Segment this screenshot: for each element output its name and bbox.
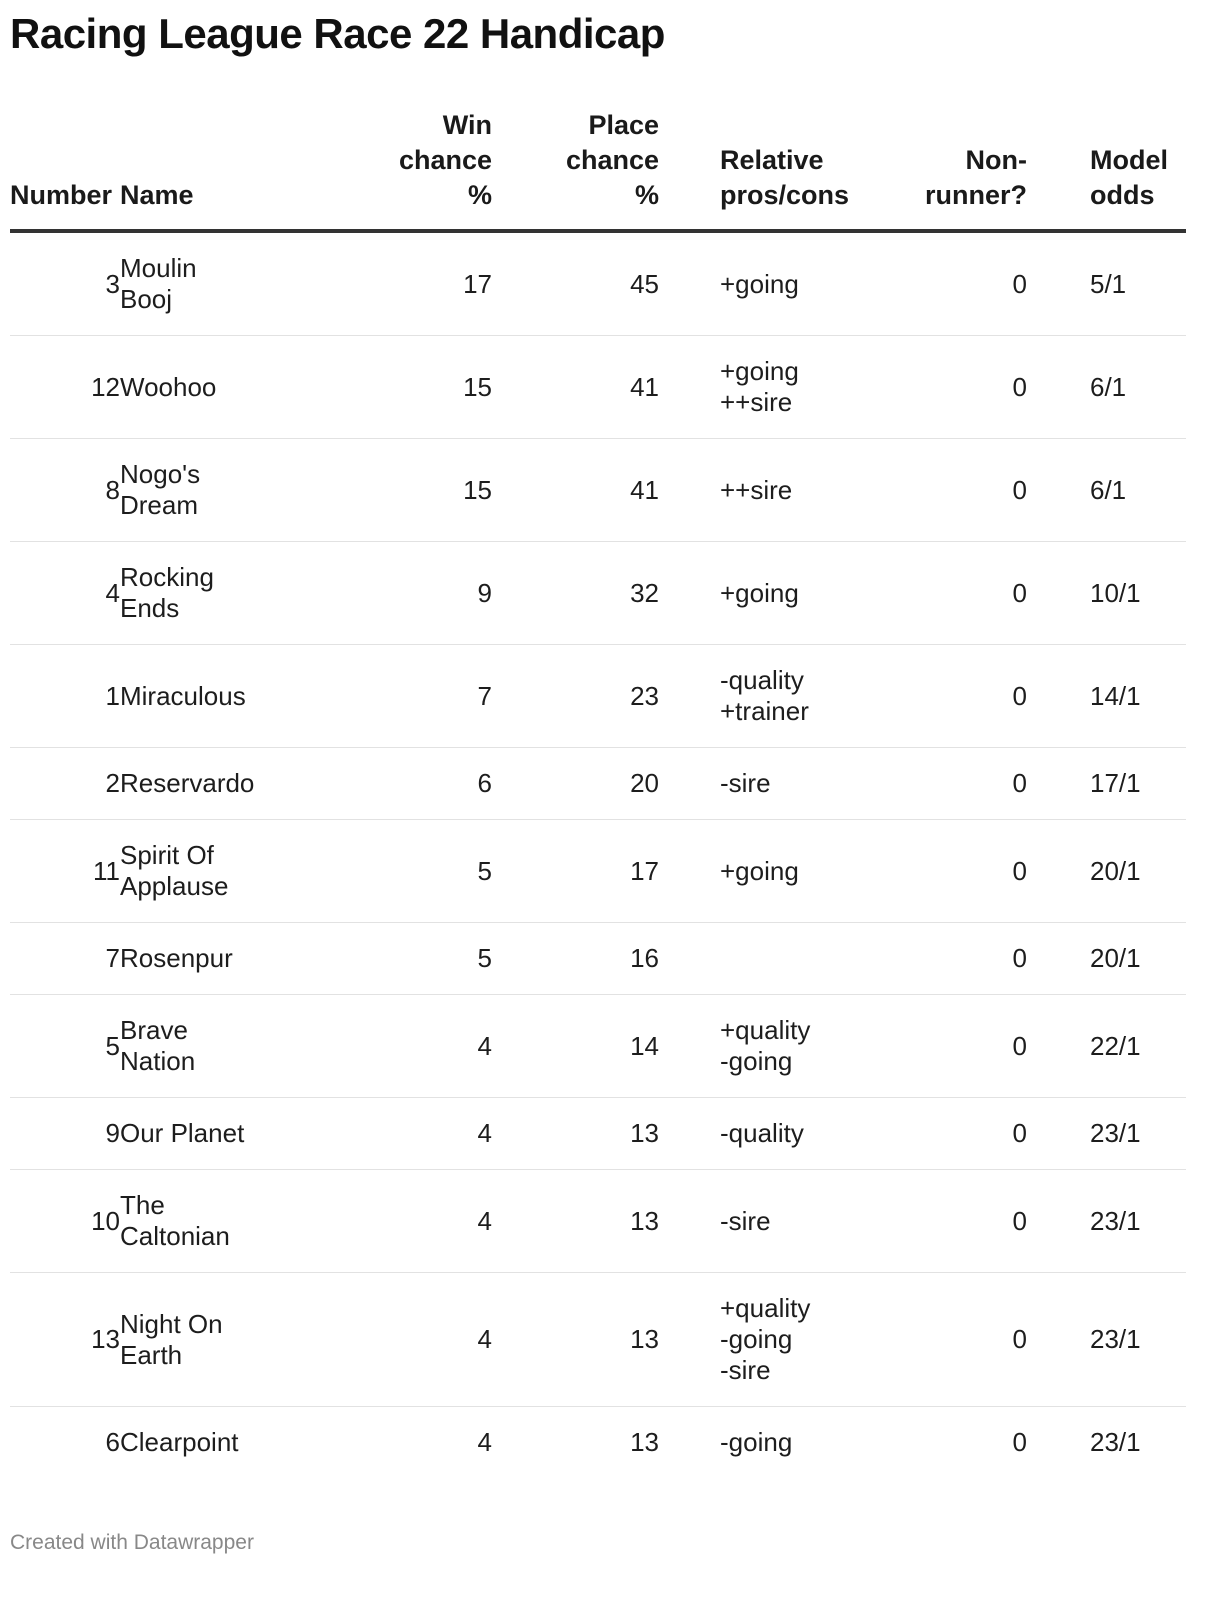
cell-model-odds: 6/1 [1027,439,1186,542]
table-row [10,820,1186,923]
cell-pros-cons: -going [720,1427,793,1457]
cell-number [10,1273,120,1407]
cell-place-chance: 16 [492,923,659,995]
cell-number [10,1407,120,1479]
cell-model-odds: 20/1 [1027,820,1186,923]
cell-model-odds: 17/1 [1027,748,1186,820]
cell-number-value: 12 [91,371,120,402]
cell-number-value: 7 [105,943,120,973]
cell-pros-cons: +quality -going [659,995,860,1098]
cell-pros-cons: ++sire [659,439,860,542]
table-row [10,748,1186,820]
cell-number-value: 11 [93,855,120,886]
cell-name: Our Planet [120,1098,292,1170]
cell-pros-cons: -sire [659,1170,860,1273]
table-row [10,439,1186,542]
cell-non-runner: 0 [860,645,1027,748]
cell-model-odds: 23/1 [1027,1098,1186,1170]
cell-number [10,1170,120,1273]
cell-pros-cons: +going [659,231,860,336]
race-table [10,108,1186,1478]
table-row [10,923,1186,995]
cell-place-chance: 45 [492,231,659,336]
cell-non-runner: 0 [860,1273,1027,1407]
table-row [10,1170,1186,1273]
table-row [10,231,1186,336]
cell-number-value: 10 [91,1205,120,1236]
table-row [10,1098,1186,1170]
table-header [10,108,1186,231]
cell-number-value: 8 [105,474,120,505]
cell-win-chance: 4 [477,1427,492,1457]
cell-name: Rosenpur [120,923,292,995]
cell-place-chance: 13 [492,1098,659,1170]
cell-number [10,439,120,542]
footer-credit: Created with Datawrapper [10,1531,254,1554]
cell-model-odds: 20/1 [1027,923,1186,995]
cell-place-chance: 41 [492,439,659,542]
cell-place-chance: 32 [492,542,659,645]
cell-number-value: 2 [105,768,120,798]
cell-pros-cons: +quality -going -sire [659,1273,860,1407]
cell-pros-cons: +going [659,542,860,645]
table-row [10,542,1186,645]
cell-model-odds: 22/1 [1027,995,1186,1098]
cell-pros-cons: -quality +trainer [659,645,860,748]
cell-non-runner: 0 [860,820,1027,923]
column-header-place-chance[interactable]: Place chance % [492,108,659,231]
cell-number [10,336,120,439]
cell-place-chance: 41 [492,336,659,439]
column-header-number[interactable]: Number [10,108,120,231]
cell-model-odds: 10/1 [1027,542,1186,645]
cell-non-runner: 0 [860,923,1027,995]
cell-name: Miraculous [120,645,292,748]
cell-non-runner: 0 [860,1098,1027,1170]
cell-place-chance: 14 [492,995,659,1098]
cell-name: Night On Earth [120,1273,292,1407]
cell-name: Moulin Booj [120,231,292,336]
cell-pros-cons: +going ++sire [659,336,860,439]
cell-win-chance: 5 [292,820,492,923]
cell-number [10,748,120,820]
cell-win-chance: 7 [292,645,492,748]
cell-name: Brave Nation [120,995,292,1098]
cell-non-runner: 0 [860,748,1027,820]
cell-number-value: 6 [105,1427,120,1457]
column-header-name[interactable]: Name [120,108,292,231]
table-row [10,645,1186,748]
cell-model-odds: 6/1 [1027,336,1186,439]
column-header-win-chance[interactable]: Win chance % [292,108,492,231]
cell-name: Woohoo [120,336,292,439]
table-row [10,1273,1186,1407]
cell-number-value: 9 [105,1118,120,1148]
cell-pros-cons [659,923,860,995]
cell-non-runner: 0 [860,336,1027,439]
cell-name: The Caltonian [120,1170,292,1273]
cell-number-value: 3 [105,268,120,299]
cell-number-value: 13 [91,1324,120,1354]
cell-win-chance: 4 [292,995,492,1098]
cell-place-chance: 13 [492,1170,659,1273]
cell-number-value: 4 [105,577,120,608]
cell-non-runner: 0 [860,1170,1027,1273]
table-title: Racing League Race 22 Handicap [10,10,665,57]
cell-win-chance: 6 [292,748,492,820]
column-header-model-odds[interactable]: Model odds [1027,108,1186,231]
table-row [10,1407,1186,1479]
cell-number [10,645,120,748]
cell-win-chance: 17 [292,231,492,336]
cell-place-chance: 13 [630,1427,659,1457]
cell-model-odds: 23/1 [1027,1170,1186,1273]
cell-name: Reservardo [120,748,292,820]
cell-number-value: 5 [105,1030,120,1061]
cell-win-chance: 15 [292,336,492,439]
cell-model-odds: 14/1 [1027,645,1186,748]
header-row [10,108,1186,231]
table-body [10,231,1186,1478]
cell-number-value: 1 [105,680,120,711]
cell-number [10,820,120,923]
cell-pros-cons: +going [659,820,860,923]
cell-number [10,995,120,1098]
column-header-pros-cons[interactable]: Relative pros/cons [659,108,860,231]
cell-non-runner: 0 [1012,1427,1027,1457]
cell-place-chance: 20 [492,748,659,820]
table-row [10,336,1186,439]
cell-win-chance: 5 [292,923,492,995]
cell-number [10,1098,120,1170]
cell-pros-cons: -quality [659,1098,860,1170]
cell-win-chance: 4 [292,1273,492,1407]
cell-model-odds: 23/1 [1027,1273,1186,1407]
cell-number [10,231,120,336]
cell-name: Rocking Ends [120,542,292,645]
column-header-non-runner[interactable]: Non- runner? [860,108,1027,231]
cell-name: Spirit Of Applause [120,820,292,923]
cell-name: Nogo's Dream [120,439,292,542]
table-row [10,995,1186,1098]
cell-non-runner: 0 [860,231,1027,336]
cell-name: Clearpoint [120,1427,239,1457]
cell-non-runner: 0 [860,995,1027,1098]
cell-non-runner: 0 [860,439,1027,542]
cell-place-chance: 17 [492,820,659,923]
cell-pros-cons: -sire [659,748,860,820]
cell-number [10,923,120,995]
cell-win-chance: 4 [292,1170,492,1273]
cell-number [10,542,120,645]
cell-model-odds: 23/1 [1090,1427,1141,1457]
cell-win-chance: 9 [292,542,492,645]
cell-place-chance: 13 [492,1273,659,1407]
cell-win-chance: 15 [292,439,492,542]
cell-win-chance: 4 [292,1098,492,1170]
cell-model-odds: 5/1 [1027,231,1186,336]
cell-non-runner: 0 [860,542,1027,645]
cell-place-chance: 23 [492,645,659,748]
